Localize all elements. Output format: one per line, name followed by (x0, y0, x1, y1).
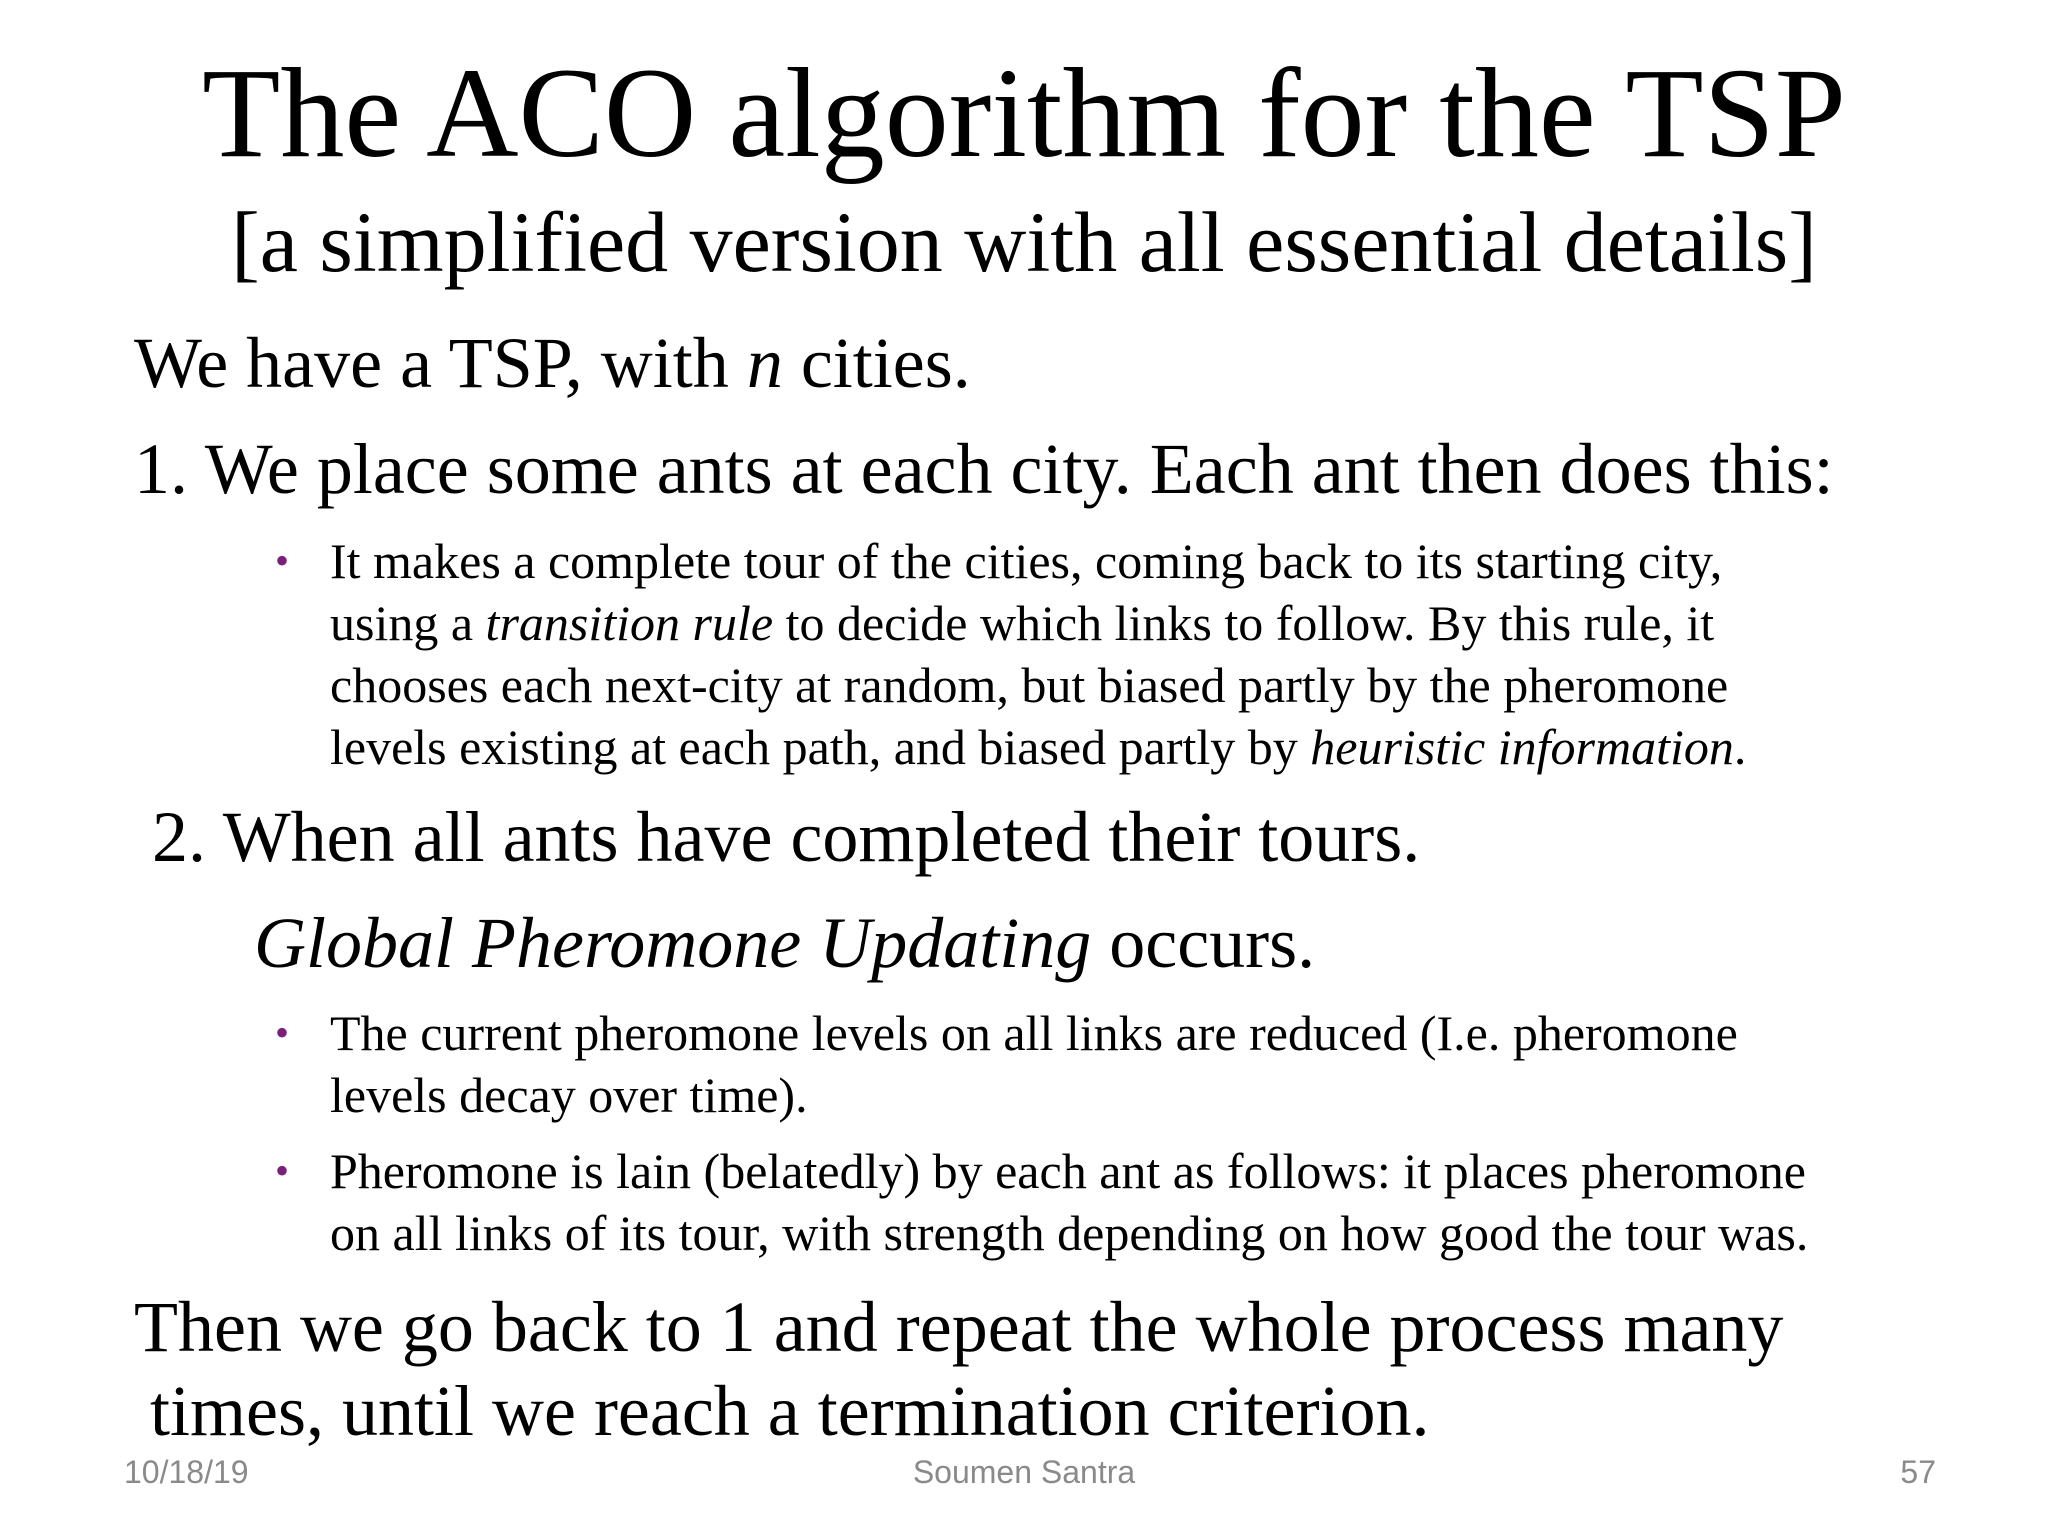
slide-title: The ACO algorithm for the TSP (202, 42, 1846, 184)
bullet-line-part: to decide which links to follow. By this rule, it (773, 595, 1715, 651)
bullet-line-part: . (1733, 719, 1747, 775)
bullet-icon: • (275, 538, 290, 583)
global-bullet-decay (275, 1002, 2048, 1126)
step-2-heading: 2. When all ants have completed their tours. (152, 797, 1421, 877)
bullet-text (330, 530, 2048, 778)
slide-subtitle: [a simplified version with all essential details] (231, 194, 1817, 290)
global-bullet-deposit (275, 1140, 2048, 1264)
bullet-line: It makes a complete tour of the cities, coming back to its starting city, (330, 533, 1723, 589)
bullet-line: levels decay over time). (330, 1067, 808, 1123)
closing-line-2: times, until we reach a termination criterion. (150, 1371, 1430, 1451)
intro-line (134, 318, 971, 408)
step-1-bullet (275, 530, 2048, 778)
bullet-line: chooses each next-city at random, but biased partly by the pheromone (330, 657, 1729, 713)
bullet-line-part: using a (330, 595, 486, 651)
closing-line-1: Then we go back to 1 and repeat the whole process many (134, 1287, 1784, 1367)
bullet-line: Pheromone is lain (belatedly) by each ant as follows: it places pheromone (330, 1143, 1806, 1199)
transition-rule-term: transition rule (485, 595, 774, 651)
bullet-icon: • (275, 1010, 290, 1055)
bullet-icon: • (275, 1148, 290, 1193)
global-pheromone-term: Global Pheromone Updating (254, 903, 1092, 983)
footer-date: 10/18/19 (124, 1454, 249, 1490)
intro-variable-n: n (746, 323, 783, 403)
bullet-line: on all links of its tour, with strength depending on how good the tour was. (330, 1205, 1809, 1261)
footer-author: Soumen Santra (912, 1454, 1136, 1490)
global-pheromone-suffix: occurs. (1091, 903, 1316, 983)
bullet-text (330, 1140, 2048, 1264)
bullet-line-part: levels existing at each path, and biased partly by (330, 719, 1311, 775)
intro-text-after: cities. (782, 323, 971, 403)
intro-text-before: We have a TSP, with (134, 323, 747, 403)
global-pheromone-heading (254, 898, 1315, 988)
footer-page-number: 57 (1900, 1454, 1936, 1490)
bullet-text (330, 1002, 2048, 1126)
step-1-heading: 1. We place some ants at each city. Each ant then does this: (134, 429, 1834, 509)
bullet-line: The current pheromone levels on all links are reduced (I.e. pheromone (330, 1005, 1738, 1061)
heuristic-information-term: heuristic information (1310, 719, 1734, 775)
